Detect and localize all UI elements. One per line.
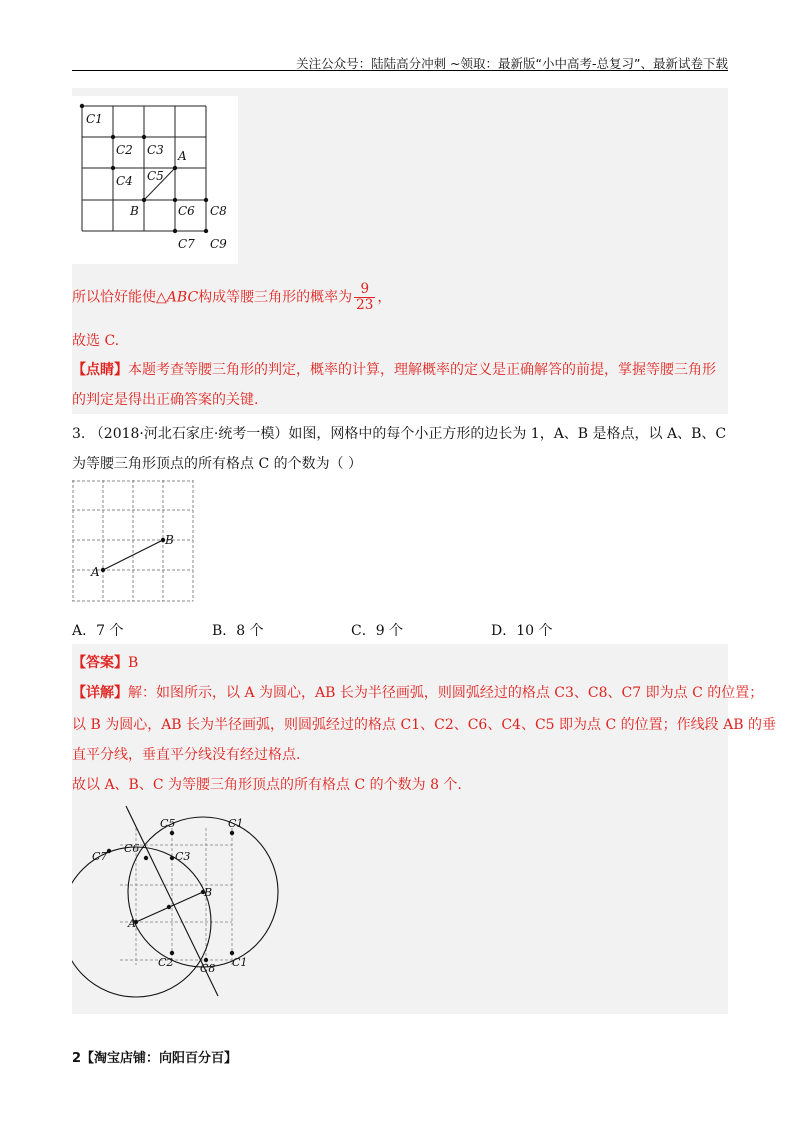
probability-fraction: [354, 282, 375, 313]
page-footer: 2【淘宝店铺：向阳百分百】: [72, 1051, 238, 1066]
fig1-label-c4: C4: [116, 174, 133, 188]
fig1-label-c5: C5: [147, 169, 164, 183]
detail-text-1: 解：如图所示，以 A 为圆心，AB 长为半径画弧，则圆弧经过的格点 C3、C8、C7 即为点 C 的位置；: [128, 685, 764, 701]
option-b: B．8 个: [212, 623, 264, 639]
fig3-label-c2: C2: [158, 956, 174, 969]
fig1-label-c7: C7: [178, 237, 195, 251]
fig3-label-c8: C8: [200, 962, 216, 975]
detail-line-2: 以 B 为圆心，AB 长为半径画弧，则圆弧经过的格点 C1、C2、C6、C4、C5 即为点 C 的位置；作线段 AB 的垂: [72, 717, 776, 733]
option-c: C．9 个: [351, 623, 404, 639]
answer-value: B: [128, 655, 139, 671]
option-d: D．10 个: [491, 623, 553, 639]
fig1-label-b: B: [130, 204, 139, 218]
question3-line-1: 3. （2018·河北石家庄·统考一模）如图，网格中的每个小正方形的边长为 1，A、B 是格点，以 A、B、C: [72, 426, 727, 442]
choose-line: 故选 C.: [72, 333, 120, 349]
fig1-label-a: A: [178, 149, 187, 163]
answer-tag: 【答案】: [72, 655, 128, 671]
grid-figure-1: [72, 96, 238, 264]
grid-figure-2: [72, 480, 197, 609]
header-text: 关注公众号：陆陆高分冲刺 ~领取：最新版“小中高考-总复习”、最新试卷下载: [296, 56, 728, 71]
fig2-label-a: A: [91, 565, 100, 579]
prob-abc: ABC: [166, 289, 199, 306]
fig3-label-c1-top: C1: [228, 817, 244, 830]
fig3-label-a: A: [128, 917, 136, 930]
fig3-label-b: B: [204, 886, 213, 899]
fig3-label-c1-bottom: C1: [232, 956, 248, 969]
fig3-label-c6: C6: [124, 842, 140, 855]
tip-line-1: [72, 359, 716, 379]
detail-line-1: [72, 682, 763, 702]
tip-line-2: 的判定是得出正确答案的关键.: [72, 392, 259, 408]
question3-line-2: 为等腰三角形顶点的所有格点 C 的个数为（ ）: [72, 456, 363, 472]
detail-line-3: 直平分线，垂直平分线没有经过格点.: [72, 747, 301, 763]
fig3-label-c5: C5: [160, 817, 176, 830]
answer-line: [72, 652, 138, 672]
fig1-label-c6: C6: [178, 204, 195, 218]
option-a: A．7 个: [72, 623, 124, 639]
page-header: [72, 48, 728, 71]
tip-text-1: 本题考查等腰三角形的判定，概率的计算，理解概率的定义是正确解答的前提，掌握等腰三角形: [128, 362, 716, 378]
fraction-denominator: 23: [356, 297, 374, 313]
prob-mid: 构成等腰三角形的概率为: [198, 289, 353, 306]
fig2-label-b: B: [165, 533, 174, 547]
fig1-label-c8: C8: [210, 204, 227, 218]
fig1-label-c9: C9: [210, 237, 227, 251]
fig1-label-c3: C3: [147, 143, 164, 157]
fig1-label-c1: C1: [86, 112, 103, 126]
fraction-numerator: 9: [354, 282, 375, 298]
circle-construction-figure: [72, 800, 282, 1004]
fig3-label-c3: C3: [175, 850, 191, 863]
fig1-label-c2: C2: [116, 143, 133, 157]
fig3-label-c7: C7: [92, 850, 108, 863]
conclusion-line: 故以 A、B、C 为等腰三角形顶点的所有格点 C 的个数为 8 个.: [72, 777, 462, 793]
detail-tag: 【详解】: [72, 685, 128, 701]
tip-tag: 【点睛】: [72, 362, 128, 378]
probability-line: [72, 282, 391, 313]
prob-prefix: 所以恰好能使△: [72, 289, 167, 306]
prob-suffix: ，: [377, 289, 392, 306]
